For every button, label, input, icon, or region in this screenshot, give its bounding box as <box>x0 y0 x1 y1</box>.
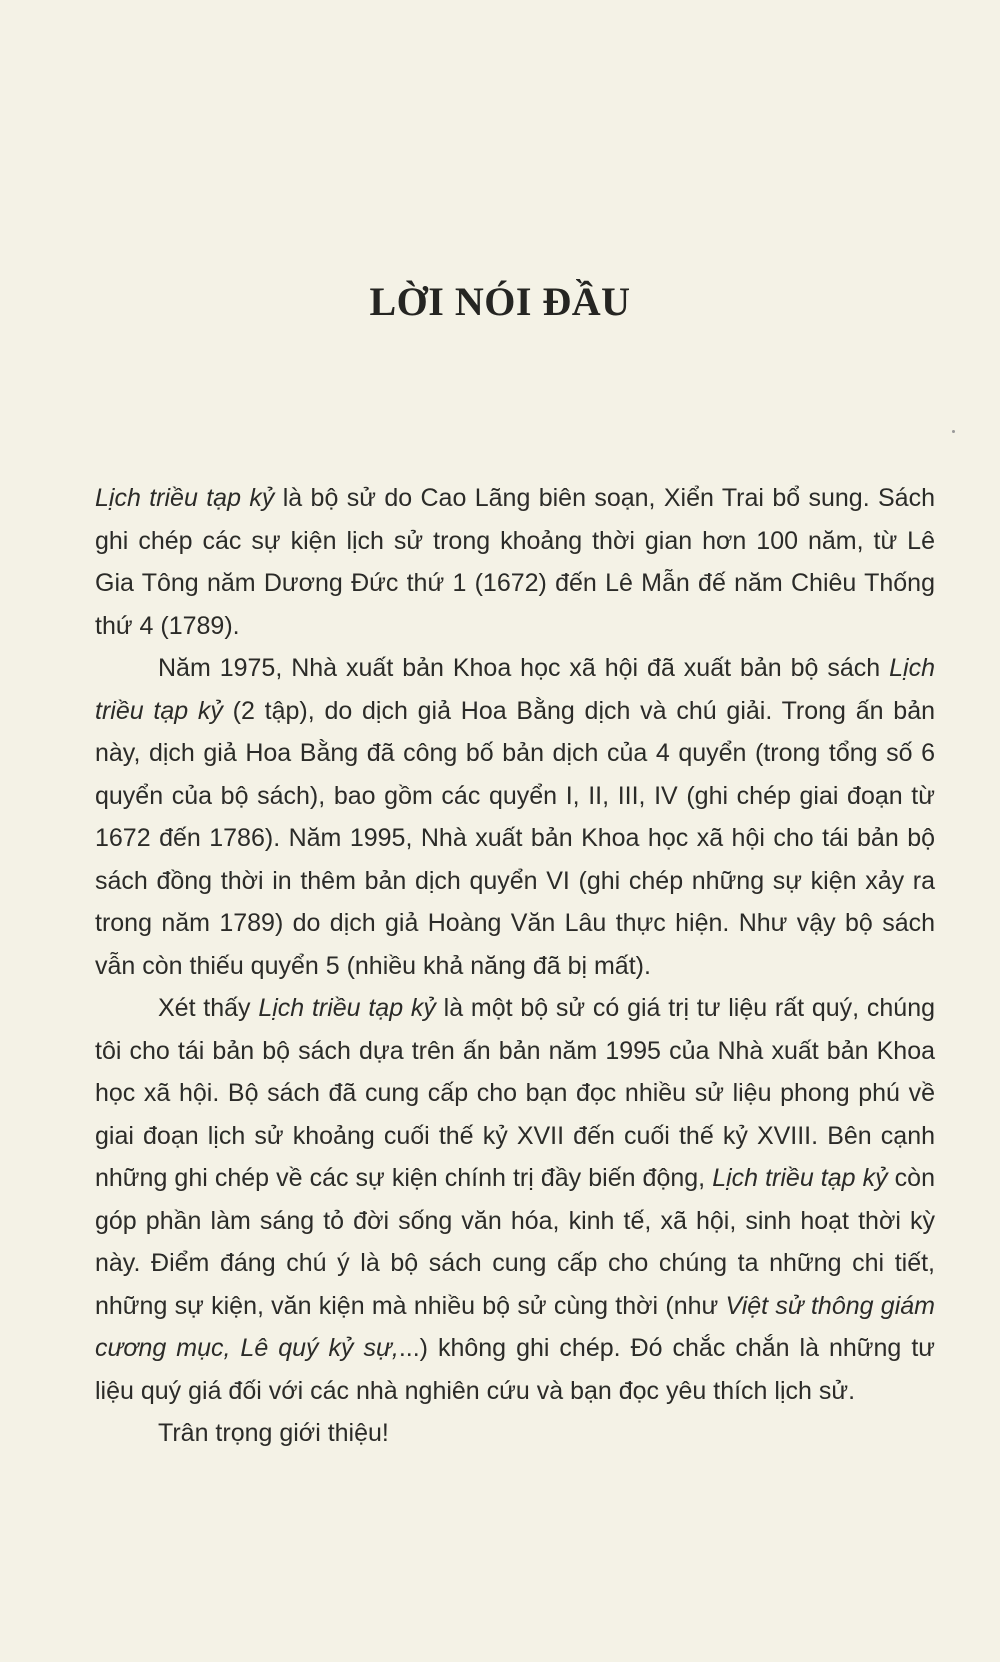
page-title: LỜI NÓI ĐẦU <box>369 279 631 324</box>
text-segment: Lịch triều tạp kỷ <box>712 1164 888 1192</box>
text-segment: là một bộ sử có giá trị tư liệu rất quý, chúng tôi cho tái bản bộ sách dựa trên ấn bản năm 1995 của Nhà xuất bản Khoa học xã hội. Bộ sách đã cung cấp cho bạn đọc nhiều sử liệu phong phú về giai đoạn lịch sử khoảng cuối thế kỷ XVII đến cuối thế kỷ XVIII. Bên cạnh những ghi chép về các sự kiện chính trị đầy biến động, <box>95 994 936 1192</box>
text-segment: Trân trọng giới thiệu! <box>158 1419 389 1447</box>
text-segment: Việt sử thông giám cương mục, Lê quý kỷ sự, <box>95 1291 935 1362</box>
paper-speck <box>952 430 955 433</box>
text-segment: còn góp phần làm sáng tỏ đời sống văn hóa, kinh tế, xã hội, sinh hoạt thời kỳ này. Điểm đáng chú ý là bộ sách cung cấp cho chúng ta những chi tiết, những sự kiện, văn kiện mà nhiều bộ sử cùng thời (như <box>95 1164 935 1320</box>
text-segment: Xét thấy <box>158 994 259 1022</box>
text-segment: ...) không ghi chép. Đó chắc chắn là những tư liệu quý giá đối với các nhà nghiên cứu và bạn đọc yêu thích lịch sử. <box>95 1334 936 1405</box>
text-segment: Lịch triều tạp kỷ <box>95 484 275 512</box>
paragraph <box>95 987 935 1412</box>
text-segment: (2 tập), do dịch giả Hoa Bằng dịch và chú giải. Trong ấn bản này, dịch giả Hoa Bằng đã công bố bản dịch của 4 quyển (trong tổng số 6 quyển của bộ sách), bao gồm các quyển I, II, III, IV (ghi chép giai đoạn từ 1672 đến 1786). Năm 1995, Nhà xuất bản Khoa học xã hội cho tái bản bộ sách đồng thời in thêm bản dịch quyển VI (ghi chép những sự kiện xảy ra trong năm 1789) do dịch giả Hoàng Văn Lâu thực hiện. Như vậy bộ sách vẫn còn thiếu quyển 5 (nhiều khả năng đã bị mất). <box>95 696 936 980</box>
text-segment: Năm 1975, Nhà xuất bản Khoa học xã hội đã xuất bản bộ sách <box>158 654 890 682</box>
text-segment: Lịch triều tạp kỷ <box>258 994 436 1022</box>
text-segment: là bộ sử do Cao Lãng biên soạn, Xiển Trai bổ sung. Sách ghi chép các sự kiện lịch sử trong khoảng thời gian hơn 100 năm, từ Lê Gia Tông năm Dương Đức thứ 1 (1672) đến Lê Mẫn đế năm Chiêu Thống thứ 4 (1789). <box>95 484 935 640</box>
paragraph <box>95 647 935 987</box>
body-text <box>95 477 935 1455</box>
paragraph <box>95 477 935 647</box>
text-segment: Lịch triều tạp kỷ <box>95 654 935 725</box>
closing-line <box>95 1412 935 1455</box>
